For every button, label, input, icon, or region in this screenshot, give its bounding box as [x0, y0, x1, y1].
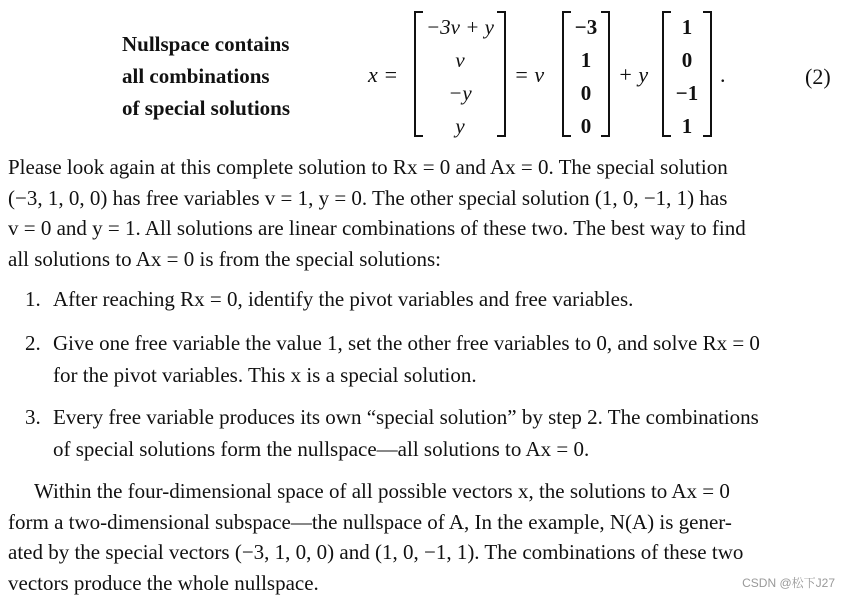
vector-x-entry: −3v + y [426, 15, 494, 39]
eq-plus-y: + y [618, 62, 649, 87]
step-number: 1. [25, 287, 41, 311]
special-1-entry: −3 [574, 15, 598, 39]
step-line: After reaching Rx = 0, identify the pivot variables and free variables. [53, 287, 634, 311]
vector-x [414, 11, 506, 137]
watermark: CSDN @松下J27 [742, 576, 835, 590]
special-1-entry: 0 [580, 81, 592, 105]
paragraph-line: v = 0 and y = 1. All solutions are linear combinations of these two. The best way to find [8, 216, 746, 240]
special-2-entry: 0 [681, 48, 693, 72]
special-1-entry: 1 [580, 48, 592, 72]
paragraph-line: form a two-dimensional subspace—the nullspace of A, In the example, N(A) is gener- [8, 509, 732, 534]
special-2-entry: 1 [681, 15, 693, 39]
side-label-line: of special solutions [122, 96, 291, 120]
eq-period: . [720, 62, 726, 87]
paragraph-line: Within the four-dimensional space of all possible vectors x, the solutions to Ax = 0 [34, 479, 730, 503]
step-number: 3. [25, 405, 41, 429]
paragraph-line: all solutions to Ax = 0 is from the special solutions: [8, 246, 441, 271]
step-line: Give one free variable the value 1, set the other free variables to 0, and solve Rx = 0 [53, 331, 760, 355]
vector-x-entry: −y [448, 81, 472, 105]
paragraph-2 [8, 476, 836, 598]
step-line: for the pivot variables. This x is a special solution. [53, 363, 477, 387]
side-label-line: Nullspace contains [122, 32, 290, 56]
special-solution-1 [562, 11, 610, 137]
special-1-entry: 0 [580, 114, 592, 138]
side-label [122, 28, 290, 124]
special-solution-2 [662, 11, 712, 137]
eq-equals-v: = v [514, 62, 545, 87]
special-2-entry: −1 [675, 81, 699, 105]
eq-lhs: x = [368, 62, 399, 87]
side-label-line: all combinations [122, 64, 270, 88]
step-line: Every free variable produces its own “special solution” by step 2. The combinations [53, 405, 759, 429]
vector-x-entry: v [455, 48, 465, 72]
vector-x-entry: y [455, 114, 465, 138]
paragraph-1 [8, 152, 836, 274]
paragraph-line: Please look again at this complete solution to Rx = 0 and Ax = 0. The special solution [8, 155, 728, 179]
equation-number: (2) [805, 64, 831, 89]
step-line: of special solutions form the nullspace—all solutions to Ax = 0. [53, 437, 590, 461]
step-number: 2. [25, 331, 41, 355]
paragraph-line: ated by the special vectors (−3, 1, 0, 0) and (1, 0, −1, 1). The combinations of these two [8, 540, 744, 564]
paragraph-line: (−3, 1, 0, 0) has free variables v = 1, y = 0. The other special solution (1, 0, −1, 1) has [8, 185, 728, 210]
paragraph-line: vectors produce the whole nullspace. [8, 570, 319, 595]
special-2-entry: 1 [681, 114, 693, 138]
